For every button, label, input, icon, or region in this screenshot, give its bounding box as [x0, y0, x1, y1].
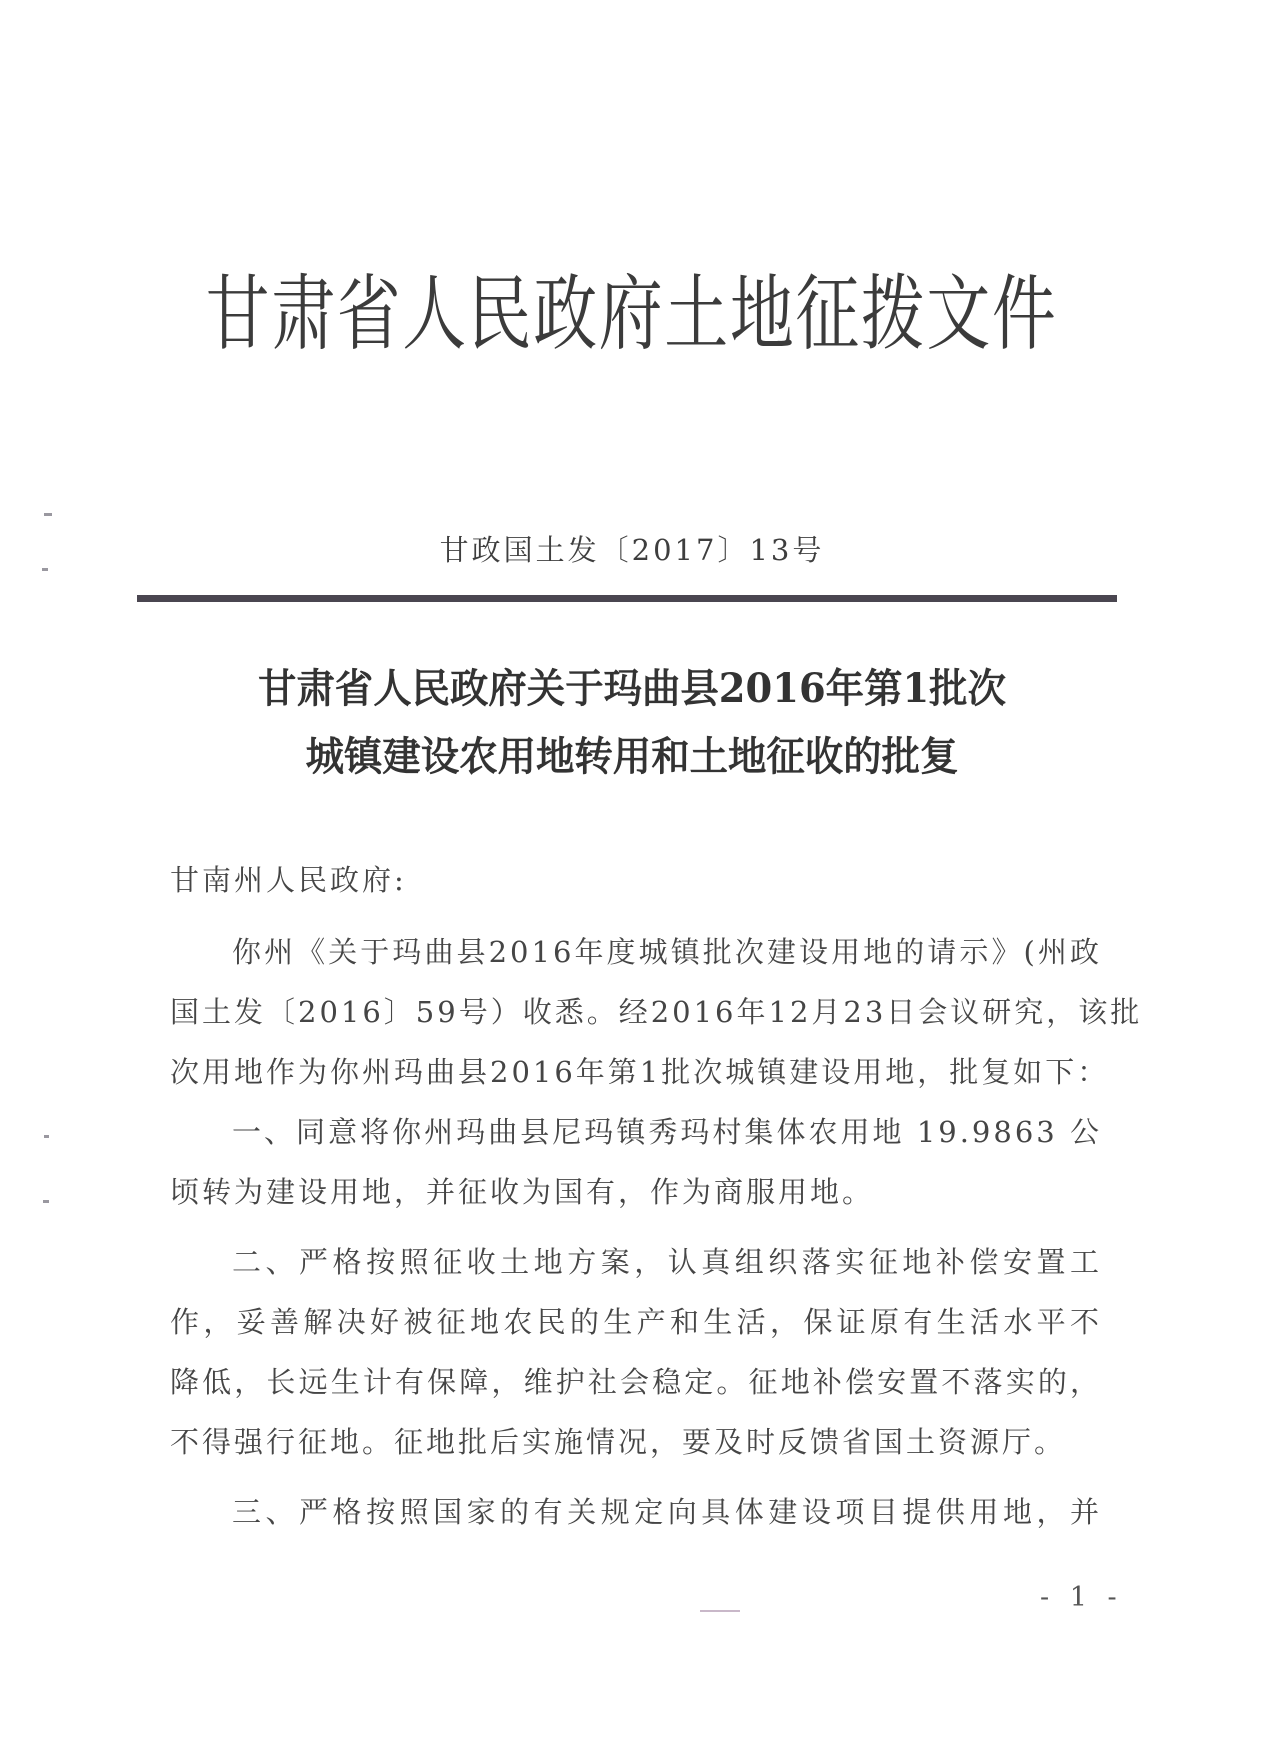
body-line: 不得强行征地。征地批后实施情况，要及时反馈省国土资源厅。 — [170, 1425, 1067, 1459]
body-line: 三、严格按照国家的有关规定向具体建设项目提供用地，并 — [232, 1495, 1102, 1529]
body-line: 国土发〔2016〕59号）收悉。经2016年12月23日会议研究，该批 — [170, 995, 1143, 1029]
document-body — [170, 850, 1143, 1542]
scan-artifact — [43, 1200, 49, 1203]
page-number: - 1 - — [1040, 1582, 1123, 1613]
body-line: 你州《关于玛曲县2016年度城镇批次建设用地的请示》(州政 — [232, 935, 1102, 969]
scan-artifact — [44, 513, 52, 516]
salutation: 甘南州人民政府: — [170, 863, 407, 897]
scan-artifact — [700, 1610, 740, 1612]
scan-artifact — [42, 568, 48, 571]
title-line: 甘肃省人民政府关于玛曲县2016年第1批次 — [257, 665, 1006, 712]
scan-artifact — [44, 1135, 49, 1138]
masthead-title: 甘肃省人民政府土地征拨文件 — [205, 267, 1058, 362]
header-divider — [137, 595, 1117, 602]
body-line: 顷转为建设用地，并征收为国有，作为商服用地。 — [170, 1175, 875, 1209]
body-line: 次用地作为你州玛曲县2016年第1批次城镇建设用地，批复如下： — [170, 1055, 1110, 1089]
title-line: 城镇建设农用地转用和土地征收的批复 — [305, 733, 959, 780]
body-line: 降低，长远生计有保障，维护社会稳定。征地补偿安置不落实的， — [170, 1365, 1102, 1399]
document-title — [25, 655, 1238, 791]
body-line: 一、同意将你州玛曲县尼玛镇秀玛村集体农用地 19.9863 公 — [232, 1115, 1102, 1149]
body-line: 二、严格按照征收土地方案，认真组织落实征地补偿安置工 — [232, 1245, 1102, 1279]
document-number: 甘政国土发〔2017〕13号 — [439, 533, 825, 567]
body-line: 作，妥善解决好被征地农民的生产和生活，保证原有生活水平不 — [170, 1305, 1102, 1339]
